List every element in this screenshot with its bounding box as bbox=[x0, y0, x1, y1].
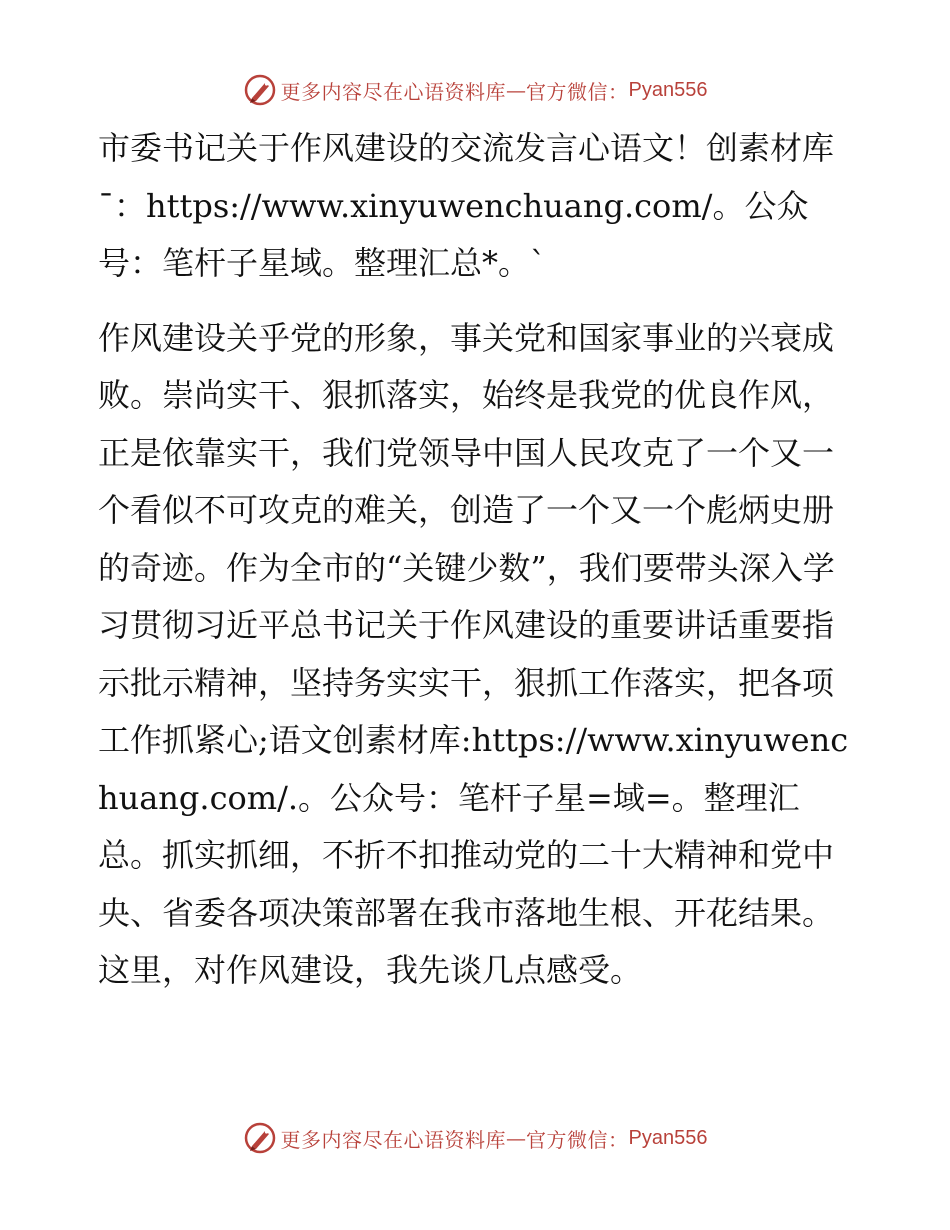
paragraph-body: 作风建设关乎党的形象，事关党和国家事业的兴衰成败。崇尚实干、狠抓落实，始终是我党的优良作风，正是依靠实干，我们党领导中国人民攻克了一个又一个看似不可攻克的难关，创造了一个又一个彪炳史册的奇迹。作为全市的“关键少数”，我们要带头深入学习贯彻习近平总书记关于作风建设的重要讲话重要指示批示精神，坚持务实实干，狠抓工作落实，把各项工作抓紧心;语文创素材库:https://www.xinyuwenchuang.com/.。公众号：笔杆子星=域=。整理汇总。抓实抓细，不折不扣推动党的二十大精神和党中央、省委各项决策部署在我市落地生根、开花结果。这里，对作风建设，我先谈几点感受。 bbox=[98, 318, 849, 989]
watermark-text: 更多内容尽在心语资料库 bbox=[280, 79, 507, 104]
watermark-separator: — bbox=[506, 1126, 527, 1150]
watermark-contact-label: 官方微信： bbox=[526, 1127, 629, 1152]
watermark-text: 更多内容尽在心语资料库 bbox=[280, 1127, 507, 1152]
watermark-contact-id: Pyan556 bbox=[628, 78, 708, 101]
document-body bbox=[98, 120, 850, 1000]
pen-logo-icon bbox=[243, 73, 277, 107]
watermark-separator: — bbox=[506, 78, 527, 102]
header-watermark bbox=[0, 72, 950, 108]
pen-logo-icon bbox=[243, 1121, 277, 1155]
paragraph-title: 市委书记关于作风建设的交流发言心语文！创素材库¯：https://www.xinyuwenchuang.com/。公众号：笔杆子星域。整理汇总*。` bbox=[98, 129, 835, 282]
watermark-contact-id: Pyan556 bbox=[628, 1126, 708, 1149]
footer-watermark bbox=[0, 1120, 950, 1156]
watermark-contact-label: 官方微信： bbox=[526, 79, 629, 104]
